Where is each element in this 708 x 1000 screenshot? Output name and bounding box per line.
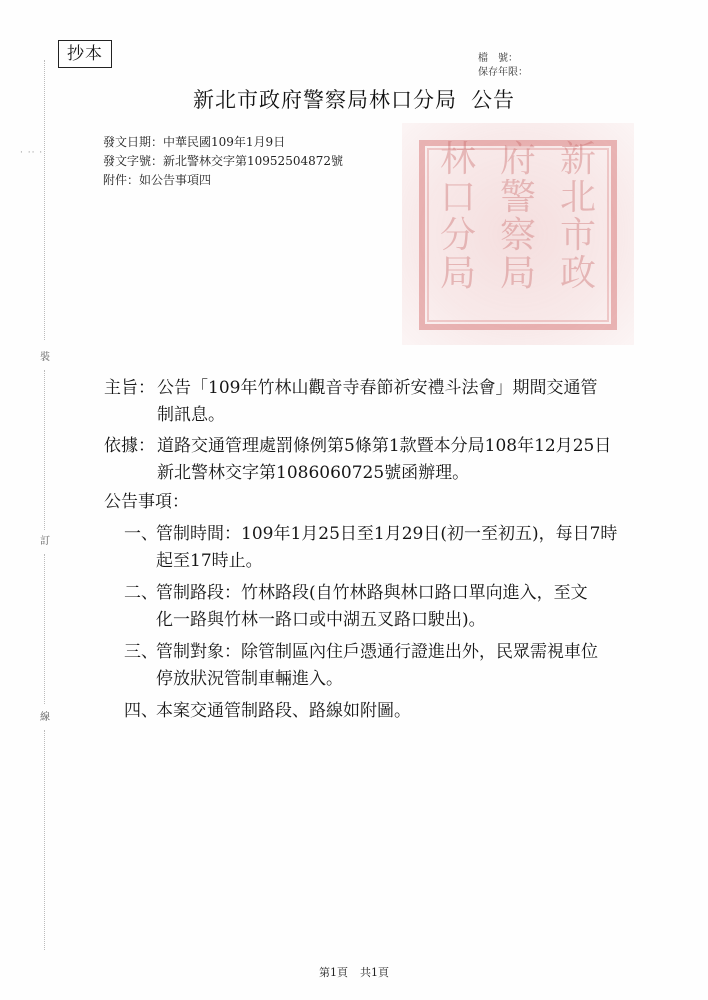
subject-line-1: 公告「109年竹林山觀音寺春節祈安禮斗法會」期間交通管 bbox=[157, 378, 598, 398]
item-line-1: 管制路段：竹林路段(自竹林路與林口路口單向進入，至文 bbox=[156, 583, 588, 603]
issue-date-row: 發文日期：中華民國109年1月9日 bbox=[103, 135, 286, 149]
seal-glyph: 府 bbox=[499, 139, 537, 180]
seal-glyph: 分 bbox=[439, 215, 477, 256]
document-type: 公告 bbox=[471, 88, 515, 112]
attachment-row: 附件：如公告事項四 bbox=[103, 173, 212, 187]
subject-line-2: 制訊息。 bbox=[157, 405, 225, 425]
binding-mark-3: 線 bbox=[40, 712, 50, 723]
basis-label: 依據： bbox=[104, 436, 155, 456]
basis-line-1: 道路交通管理處罰條例第5條第1款暨本分局108年12月25日 bbox=[157, 436, 612, 456]
scan-speckle: · ·· · bbox=[20, 148, 44, 158]
reference-number: 新北警林交字第10952504872號 bbox=[163, 154, 343, 168]
document-meta bbox=[103, 133, 343, 190]
seal-graphic bbox=[402, 123, 634, 345]
seal-glyph: 口 bbox=[439, 177, 477, 218]
items-heading: 公告事項： bbox=[104, 492, 189, 512]
announcement-body bbox=[104, 375, 664, 725]
subject-label: 主旨： bbox=[104, 378, 155, 398]
item-line-2: 停放狀況管制車輛進入。 bbox=[156, 669, 343, 689]
seal-glyph: 林 bbox=[439, 139, 477, 180]
announcement-item-1 bbox=[104, 521, 664, 575]
seal-glyph: 警 bbox=[499, 177, 537, 218]
basis-paragraph bbox=[104, 433, 664, 487]
binding-line bbox=[44, 554, 46, 704]
binding-mark-2: 訂 bbox=[40, 536, 50, 547]
item-line-1: 管制對象：除管制區內住戶憑通行證進出外，民眾需視車位 bbox=[156, 642, 598, 662]
seal-glyph: 局 bbox=[439, 253, 477, 294]
official-seal bbox=[402, 123, 634, 345]
binding-line bbox=[44, 370, 46, 530]
seal-glyph: 北 bbox=[559, 177, 597, 218]
page-footer bbox=[0, 964, 708, 980]
announcement-item-3 bbox=[104, 639, 664, 693]
binding-mark-1: 裝 bbox=[40, 352, 50, 363]
basis-line-2: 新北警林交字第1086060725號函辦理。 bbox=[157, 463, 470, 483]
agency-name: 新北市政府警察局林口分局 bbox=[193, 88, 457, 112]
item-line-1: 本案交通管制路段、路線如附圖。 bbox=[156, 701, 411, 721]
seal-glyph: 局 bbox=[499, 253, 537, 294]
issue-date: 中華民國109年1月9日 bbox=[163, 135, 286, 149]
item-number: 三、 bbox=[124, 642, 158, 662]
item-number: 二、 bbox=[124, 583, 158, 603]
copy-stamp: 抄本 bbox=[58, 40, 112, 68]
reference-number-row: 發文字號：新北警林交字第10952504872號 bbox=[103, 154, 343, 168]
item-line-2: 化一路與竹林一路口或中湖五叉路口駛出)。 bbox=[156, 610, 486, 630]
subject-paragraph bbox=[104, 375, 664, 429]
announcement-item-4 bbox=[104, 698, 664, 725]
attachment: 如公告事項四 bbox=[139, 173, 212, 187]
page-number: 第1頁 bbox=[319, 966, 348, 979]
file-number-label: 檔 號： bbox=[478, 53, 518, 64]
item-line-2: 起至17時止。 bbox=[156, 551, 263, 571]
seal-glyph: 新 bbox=[559, 139, 597, 180]
seal-glyph: 政 bbox=[559, 253, 597, 294]
total-pages: 共1頁 bbox=[360, 966, 389, 979]
document-title bbox=[0, 84, 708, 114]
announcement-item-2 bbox=[104, 580, 664, 634]
retention-period-label: 保存年限： bbox=[478, 67, 528, 78]
seal-glyph: 察 bbox=[499, 215, 537, 256]
item-number: 一、 bbox=[124, 524, 158, 544]
binding-line bbox=[44, 730, 46, 950]
archive-info bbox=[478, 52, 528, 80]
binding-line bbox=[44, 60, 46, 340]
item-line-1: 管制時間：109年1月25日至1月29日(初一至初五)，每日7時 bbox=[156, 524, 618, 544]
seal-glyph: 市 bbox=[559, 215, 597, 256]
item-number: 四、 bbox=[124, 701, 158, 721]
